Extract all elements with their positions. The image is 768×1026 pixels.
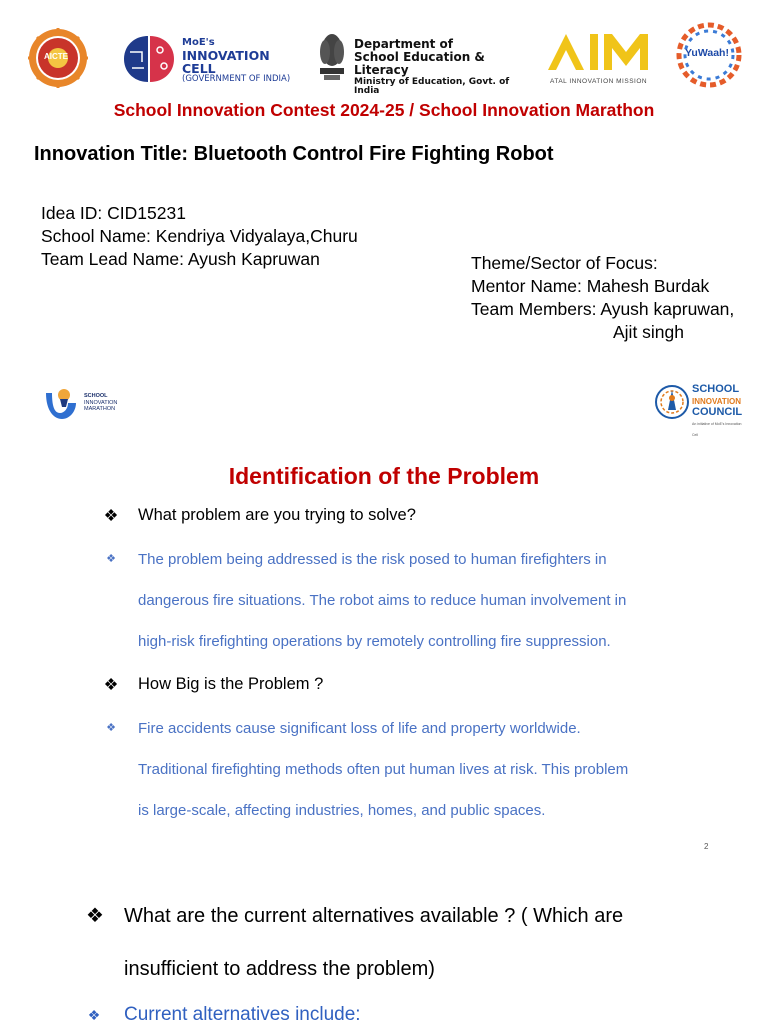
answer-1-line3: high-risk firefighting operations by remotely controlling fire suppression.: [138, 633, 611, 650]
team-lead: Team Lead Name: Ayush Kapruwan: [41, 249, 320, 269]
diamond-bullet-icon: ❖: [103, 676, 119, 694]
question-3: [86, 890, 624, 980]
idea-details: [41, 202, 358, 271]
sim-line1: SCHOOL: [84, 393, 108, 399]
school-name: School Name: Kendriya Vidyalaya,Churu: [41, 226, 358, 246]
yuwaah-label: YuWaah!: [685, 47, 729, 59]
moe-line1: MoE's: [182, 37, 215, 48]
answer-2: [103, 708, 629, 819]
answer-3-text: Current alternatives include:: [124, 1004, 361, 1025]
innovation-title: Innovation Title: Bluetooth Control Fire Fighting Robot: [34, 143, 554, 165]
dept-line1: Department of: [354, 37, 454, 51]
dept-line3: Ministry of Education, Govt. of India: [354, 76, 510, 97]
aim-logo: [544, 30, 654, 90]
diamond-bullet-icon: ❖: [103, 507, 119, 525]
sic-line1: SCHOOL: [692, 383, 740, 395]
moe-line3: (GOVERNMENT OF INDIA): [182, 73, 291, 84]
sic-line2: INNOVATION: [692, 396, 742, 406]
sim-line3: MARATHON: [84, 406, 116, 412]
sic-tagline: An initiative of MoE's Innovation Cell: [692, 421, 742, 437]
diamond-bullet-icon: ❖: [87, 1007, 101, 1023]
dept-line2: School Education & Literacy: [354, 50, 485, 78]
page-number: 2: [704, 842, 709, 851]
question-2-text: How Big is the Problem ?: [138, 675, 324, 693]
aicte-label: AICTE: [44, 52, 68, 61]
team-members: Team Members: Ayush kapruwan,: [471, 299, 735, 319]
question-1: [103, 506, 416, 526]
diamond-bullet-icon: ❖: [106, 553, 116, 565]
answer-1-line2: dangerous fire situations. The robot aims to reduce human involvement in: [138, 592, 627, 609]
moe-innovation-cell-logo: [120, 32, 300, 86]
aim-caption: ATAL INNOVATION MISSION: [550, 78, 648, 85]
answer-1: [103, 539, 627, 650]
section-heading: Identification of the Problem: [228, 463, 540, 489]
question-3-line2: insufficient to address the problem): [124, 958, 435, 980]
question-3-line1: What are the current alternatives available ? ( Which are: [124, 905, 624, 927]
department-logo: [316, 28, 526, 97]
team-members-continued: Ajit singh: [613, 322, 685, 342]
contest-title: School Innovation Contest 2024-25 / School Innovation Marathon: [113, 100, 655, 120]
answer-2-line2: Traditional firefighting methods often put human lives at risk. This problem: [138, 761, 629, 778]
mentor-name: Mentor Name: Mahesh Burdak: [471, 276, 710, 296]
yuwaah-logo: [676, 22, 742, 88]
question-2: [103, 675, 324, 695]
team-details: [471, 252, 734, 344]
moe-line2: INNOVATION CELL: [182, 47, 270, 76]
sim-line2: INNOVATION: [84, 399, 118, 406]
sic-logo: [654, 380, 746, 437]
answer-1-line1: The problem being addressed is the risk posed to human firefighters in: [138, 551, 607, 568]
theme: Theme/Sector of Focus:: [471, 253, 658, 273]
question-1-text: What problem are you trying to solve?: [138, 506, 416, 524]
emblem-icon: [316, 28, 348, 82]
sic-line3: COUNCIL: [692, 406, 743, 418]
idea-id: Idea ID: CID15231: [41, 203, 186, 223]
aicte-logo: [27, 27, 89, 89]
answer-2-line3: is large-scale, affecting industries, homes, and public spaces.: [138, 802, 546, 819]
sim-logo: [42, 385, 152, 421]
answer-2-line1: Fire accidents cause significant loss of life and property worldwide.: [138, 720, 581, 737]
diamond-bullet-icon: ❖: [86, 905, 104, 927]
diamond-bullet-icon: ❖: [106, 722, 116, 734]
answer-3: [86, 1004, 361, 1026]
